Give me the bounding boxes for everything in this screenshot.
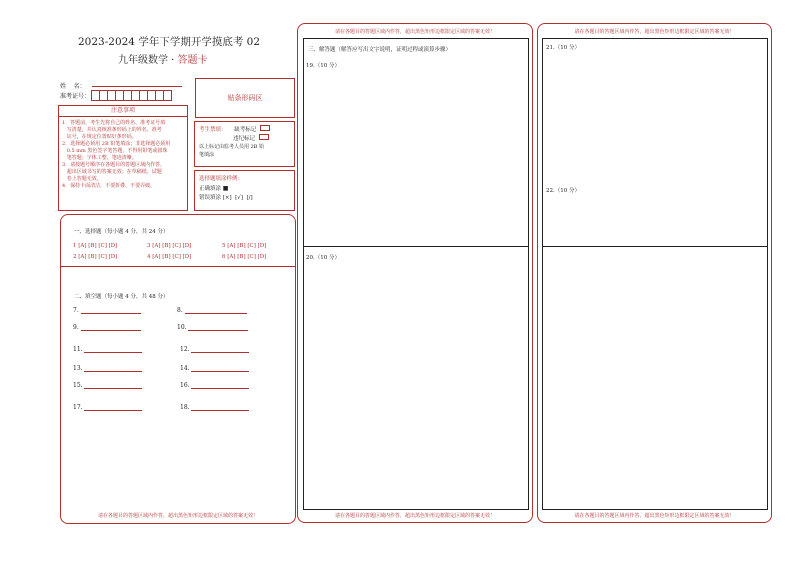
absent-checkbox[interactable] bbox=[260, 125, 270, 131]
fill-item-15[interactable] bbox=[73, 382, 142, 389]
name-label: 姓 名： bbox=[60, 83, 86, 90]
status-label: 考生禁填： bbox=[199, 127, 227, 133]
fill-number: 17. bbox=[73, 404, 83, 411]
fill-number: 16. bbox=[180, 382, 190, 389]
right-footer-warning: 请在各题目的答题区域内作答，超出黑色矩形边框限定区域的答案无效！ bbox=[574, 513, 735, 519]
fill-item-14[interactable] bbox=[180, 365, 249, 372]
fill-number: 8. bbox=[177, 307, 183, 314]
note-line: 超出区域书写的答案无效；在草稿纸、试题 bbox=[62, 169, 162, 175]
barcode-label: 贴条形码区 bbox=[227, 94, 263, 102]
subtitle-subject: 九年级数学 bbox=[118, 55, 168, 66]
fill-number: 12. bbox=[180, 346, 190, 353]
fill-item-8[interactable] bbox=[177, 307, 247, 314]
fill-item-12[interactable] bbox=[180, 346, 249, 353]
note-line: 0.5 mm 黑色签字笔答题，不得用铅笔或圆珠 bbox=[62, 148, 168, 154]
question-21-label: 21.（10 分） bbox=[546, 45, 580, 51]
fill-example-title: 选择题填涂样例： bbox=[199, 176, 244, 182]
fill-example-box bbox=[194, 170, 295, 211]
fill-number: 13. bbox=[73, 365, 83, 372]
exam-subtitle bbox=[118, 51, 208, 66]
fill-correct-label: 正确填涂 bbox=[199, 186, 222, 192]
section1-title: 一、选择题（每小题 4 分，共 24 分） bbox=[74, 229, 169, 235]
note-line: 笔答题；字体工整、笔迹清晰。 bbox=[62, 155, 137, 161]
mcq-row-5[interactable]: 5 [A] [B] [C] [D] bbox=[222, 243, 267, 249]
fill-item-16[interactable] bbox=[180, 382, 249, 389]
notes-list bbox=[59, 117, 187, 190]
fill-item-11[interactable] bbox=[73, 346, 142, 353]
id-boxes[interactable] bbox=[92, 90, 172, 101]
barcode-area bbox=[195, 78, 295, 118]
id-label: 准考证号： bbox=[60, 93, 91, 100]
name-field[interactable] bbox=[92, 86, 182, 87]
middle-top-warning: 请在各题目的答题区域内作答，超出黑色矩形边框限定区域的答案无效！ bbox=[334, 29, 495, 35]
fill-item-13[interactable] bbox=[73, 365, 142, 372]
notes-box bbox=[58, 105, 188, 211]
fill-item-10[interactable] bbox=[177, 324, 248, 331]
exam-title: 2023-2024 学年下学期开学摸底考 02 bbox=[78, 36, 261, 48]
note-line: 卷上答题无效。 bbox=[62, 176, 102, 182]
note-line: 2．选择题必须用 2B 铅笔填涂；非选择题必须用 bbox=[62, 141, 171, 147]
fill-correct-mark: ■ bbox=[222, 185, 229, 192]
fill-item-7[interactable] bbox=[73, 307, 141, 314]
cheat-checkbox[interactable] bbox=[259, 134, 269, 140]
fill-item-9[interactable] bbox=[73, 324, 141, 331]
section3-title: 三、解答题（解答应写出文字说明，证明过程或演算步骤） bbox=[308, 47, 452, 53]
note-line: 写清楚，并认真核准条形码上的姓名、准考 bbox=[62, 127, 162, 133]
subtitle-answer-card: 答题卡 bbox=[177, 55, 208, 66]
fill-number: 14. bbox=[180, 365, 190, 372]
left-footer-warning: 请在各题目的答题区域内作答，超出黑色矩形边框限定区域的答案无效！ bbox=[97, 513, 258, 519]
section-divider bbox=[61, 266, 295, 267]
question-22-label: 22.（10 分） bbox=[546, 188, 580, 194]
fill-wrong-marks: [×] [√] [/] bbox=[222, 195, 253, 201]
status-note2: 笔填涂 bbox=[199, 152, 215, 158]
mcq-row-1[interactable]: 1 [A] [B] [C] [D] bbox=[73, 243, 118, 249]
fill-item-18[interactable] bbox=[180, 404, 249, 411]
fill-number: 10. bbox=[177, 324, 187, 331]
fill-item-17[interactable] bbox=[73, 404, 142, 411]
fill-number: 18. bbox=[180, 404, 190, 411]
absent-label: 缺考标记 bbox=[234, 127, 257, 133]
status-note1: 以上标记由监考人员用 2B 铅 bbox=[199, 144, 265, 150]
fill-number: 11. bbox=[73, 346, 83, 353]
status-box bbox=[194, 121, 295, 167]
mcq-row-6[interactable]: 6 [A] [B] [C] [D] bbox=[222, 254, 267, 260]
middle-footer-warning: 请在各题目的答题区域内作答，超出黑色矩形边框限定区域的答案无效！ bbox=[334, 513, 495, 519]
notes-title: 注意事项 bbox=[59, 106, 187, 117]
section2-title: 二、填空题（每小题 4 分，共 48 分） bbox=[74, 294, 169, 300]
right-top-warning: 请在各题目的答题区域内作答，超出黑色矩形边框限定区域的答案无效！ bbox=[574, 29, 735, 35]
fill-wrong-label: 错误填涂 bbox=[199, 195, 222, 201]
subtitle-separator: · bbox=[168, 55, 178, 66]
right-answer-box bbox=[542, 38, 768, 510]
mcq-row-2[interactable]: 2 [A] [B] [C] [D] bbox=[73, 254, 118, 260]
middle-divider bbox=[303, 246, 529, 247]
fill-number: 15. bbox=[73, 382, 83, 389]
fill-number: 9. bbox=[73, 324, 79, 331]
question-20-label: 20.（10 分） bbox=[306, 255, 340, 261]
fill-number: 7. bbox=[73, 307, 79, 314]
note-line: 4．保持卡面清洁，不要折叠、不要弄破。 bbox=[62, 183, 156, 189]
note-line: 3．请按题号顺序在各题目的答题区域内作答， bbox=[62, 162, 166, 168]
question-19-label: 19.（10 分） bbox=[306, 63, 340, 69]
mcq-row-4[interactable]: 4 [A] [B] [C] [D] bbox=[147, 254, 192, 260]
middle-answer-box bbox=[303, 38, 529, 510]
note-line: 证号，在规定位置贴好条形码。 bbox=[62, 134, 137, 140]
right-divider bbox=[542, 246, 768, 247]
note-line: 1．答题前，考生先将自己的姓名、准考证号填 bbox=[62, 120, 166, 126]
mcq-row-3[interactable]: 3 [A] [B] [C] [D] bbox=[147, 243, 192, 249]
cheat-label: 违纪标记 bbox=[233, 136, 256, 142]
